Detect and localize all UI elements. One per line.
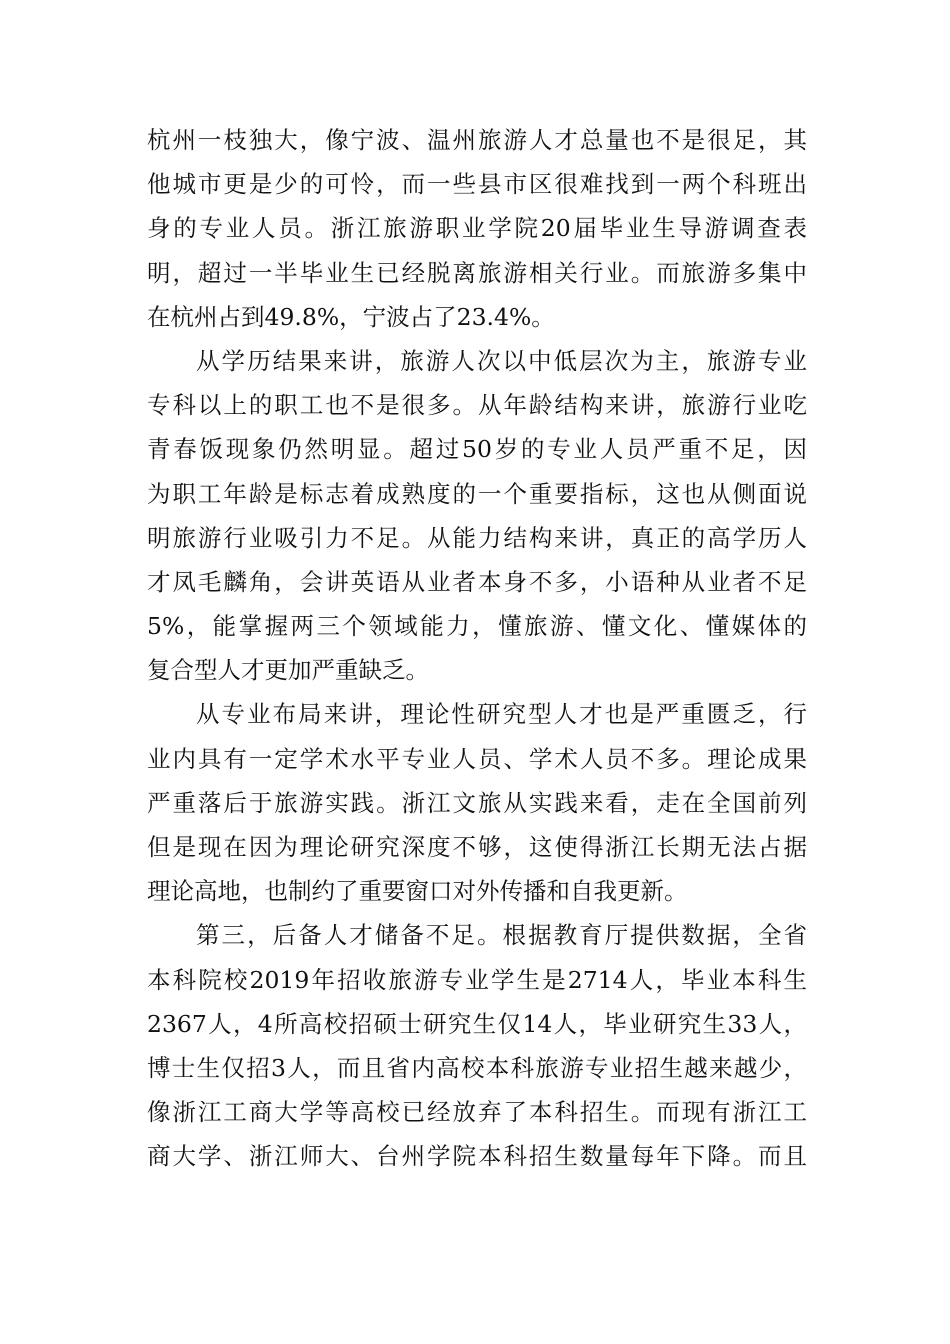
text-line: 复合型人才更加严重缺乏。: [147, 656, 429, 685]
text-line: 明，超过一半毕业生已经脱离旅游相关行业。而旅游多集中: [147, 258, 807, 287]
paragraph: [147, 913, 807, 1178]
text-line: 业内具有一定学术水平专业人员、学术人员不多。理论成果: [147, 744, 807, 773]
paragraph: [147, 692, 807, 913]
text-line: 严重落后于旅游实践。浙江文旅从实践来看，走在全国前列: [147, 788, 807, 817]
text-line: 理论高地，也制约了重要窗口对外传播和自我更新。: [147, 877, 688, 906]
text-line: 身的专业人员。浙江旅游职业学院20届毕业生导游调查表: [147, 214, 807, 243]
text-line: 才凤毛麟角，会讲英语从业者本身不多，小语种从业者不足: [147, 567, 807, 596]
text-line: 在杭州占到49.8%，宁波占了23.4%。: [147, 302, 555, 331]
text-line: 杭州一枝独大，像宁波、温州旅游人才总量也不是很足，其: [147, 126, 807, 154]
text-line: 专科以上的职工也不是很多。从年龄结构来讲，旅游行业吃: [147, 391, 807, 420]
text-line: 本科院校2019年招收旅游专业学生是2714人，毕业本科生: [147, 965, 807, 994]
paragraph: [147, 339, 807, 693]
text-line: 像浙江工商大学等高校已经放弃了本科招生。而现有浙江工: [147, 1098, 807, 1127]
document-page: [147, 118, 807, 1179]
text-line: 明旅游行业吸引力不足。从能力结构来讲，真正的高学历人: [147, 523, 807, 552]
text-line: 2367人，4所高校招硕士研究生仅14人，毕业研究生33人，: [147, 1009, 807, 1038]
text-line: 商大学、浙江师大、台州学院本科招生数量每年下降。而且: [147, 1142, 807, 1171]
text-line: 5%，能掌握两三个领域能力，懂旅游、懂文化、懂媒体的: [147, 612, 807, 641]
text-line: 青春饭现象仍然明显。超过50岁的专业人员严重不足，因: [147, 435, 807, 464]
text-line: 从专业布局来讲，理论性研究型人才也是严重匮乏，行: [196, 700, 807, 729]
text-line: 他城市更是少的可怜，而一些县市区很难找到一两个科班出: [147, 170, 807, 199]
paragraph: [147, 118, 807, 339]
text-line: 博士生仅招3人，而且省内高校本科旅游专业招生越来越少，: [147, 1053, 807, 1082]
text-line: 从学历结果来讲，旅游人次以中低层次为主，旅游专业: [196, 346, 807, 375]
text-line: 但是现在因为理论研究深度不够，这使得浙江长期无法占据: [147, 833, 807, 861]
text-line: 为职工年龄是标志着成熟度的一个重要指标，这也从侧面说: [147, 479, 807, 508]
text-line: 第三，后备人才储备不足。根据教育厅提供数据，全省: [196, 921, 807, 950]
